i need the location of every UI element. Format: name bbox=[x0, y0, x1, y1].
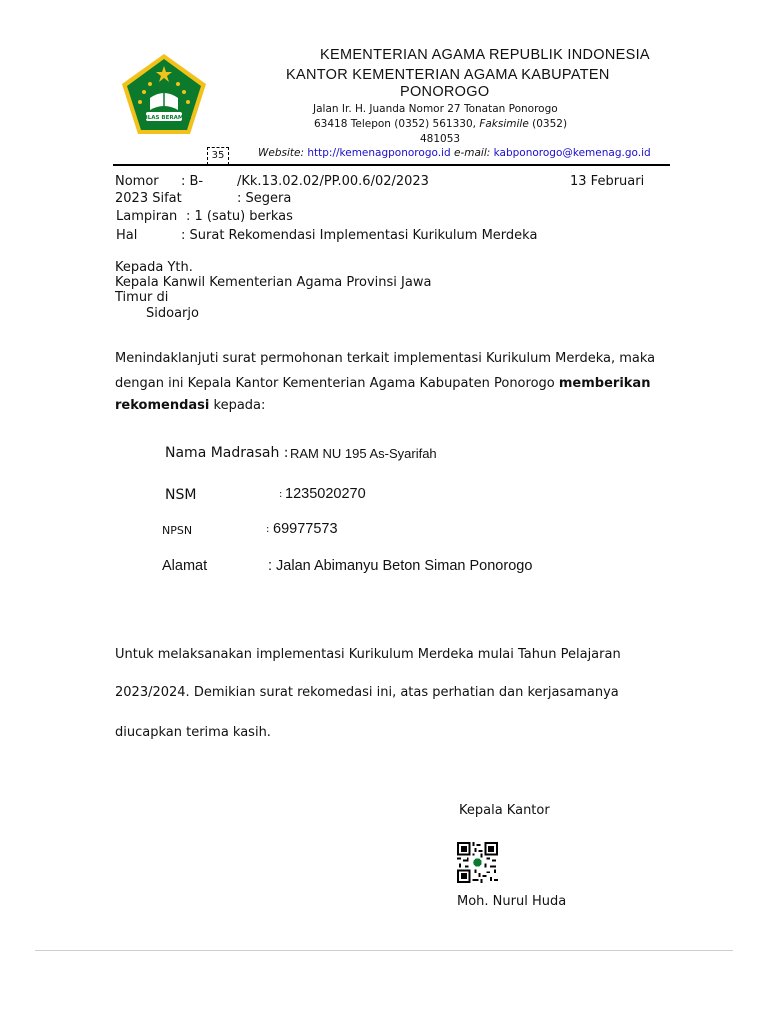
nsm-sep: : bbox=[279, 489, 283, 500]
signature-title: Kepala Kantor bbox=[459, 803, 550, 818]
alamat-value: : Jalan Abimanyu Beton Siman Ponorogo bbox=[268, 558, 533, 574]
stamp-box bbox=[207, 147, 229, 165]
body-p1-line3 bbox=[115, 398, 265, 413]
nsm-value: 1235020270 bbox=[285, 486, 366, 502]
body-p1-line2-bold: memberikan bbox=[558, 376, 651, 391]
letter-date: 13 Februari bbox=[570, 174, 645, 189]
nama-label: Nama Madrasah : bbox=[165, 445, 289, 461]
nomor-label: Nomor bbox=[115, 174, 159, 189]
body-p1-line1: Menindaklanjuti surat permohonan terkait implementasi Kurikulum Merdeka, maka bbox=[115, 351, 656, 366]
npsn-label: NPSN bbox=[162, 524, 193, 537]
address-fax-label: Faksimile bbox=[479, 118, 529, 130]
closing-line1: Untuk melaksanakan implementasi Kurikulum Merdeka mulai Tahun Pelajaran bbox=[115, 647, 621, 662]
body-p1-line3-bold: rekomendasi bbox=[115, 398, 210, 413]
header-address3: 481053 bbox=[420, 133, 461, 145]
nomor-sep: : B- bbox=[181, 174, 204, 189]
header-contact bbox=[258, 147, 651, 159]
header-address2 bbox=[314, 118, 567, 130]
recipient-line2: Kepala Kanwil Kementerian Agama Provinsi Jawa bbox=[115, 275, 432, 290]
stamp-number: 35 bbox=[211, 150, 225, 161]
closing-line2: 2023/2024. Demikian surat rekomedasi ini, atas perhatian dan kerjasamanya bbox=[115, 685, 619, 700]
recipient-line1: Kepada Yth. bbox=[115, 260, 193, 275]
header-line2: KANTOR KEMENTERIAN AGAMA KABUPATEN bbox=[286, 67, 610, 83]
website-link[interactable]: http://kemenagponorogo.id bbox=[307, 147, 451, 159]
logo-ribbon-text: IKHLAS BERAMAL bbox=[136, 115, 192, 121]
nama-value: RAM NU 195 As-Syarifah bbox=[290, 446, 437, 461]
npsn-sep: : bbox=[266, 524, 270, 535]
nomor-value: /Kk.13.02.02/PP.00.6/02/2023 bbox=[237, 174, 429, 189]
address-phone: 63418 Telepon (0352) 561330, bbox=[314, 118, 476, 130]
address-fax: (0352) bbox=[532, 118, 568, 130]
nsm-label: NSM bbox=[165, 487, 197, 503]
signature-name: Moh. Nurul Huda bbox=[457, 894, 567, 909]
page-footer-divider bbox=[35, 950, 733, 951]
alamat-label: Alamat bbox=[162, 558, 208, 574]
email-link[interactable]: kabponorogo@kemenag.go.id bbox=[493, 147, 651, 159]
header-line3: PONOROGO bbox=[400, 84, 490, 100]
year-sifat: 2023 Sifat bbox=[115, 191, 182, 206]
body-p1-line2-plain: dengan ini Kepala Kantor Kementerian Agama Kabupaten Ponorogo bbox=[115, 376, 555, 391]
website-label: Website: bbox=[258, 147, 305, 159]
email-label: e-mail: bbox=[453, 147, 491, 159]
hal-label: Hal bbox=[116, 228, 138, 243]
closing-line3: diucapkan terima kasih. bbox=[115, 725, 271, 740]
lampiran-label: Lampiran bbox=[116, 209, 178, 224]
lampiran-value: : 1 (satu) berkas bbox=[186, 209, 293, 224]
header-line1: KEMENTERIAN AGAMA REPUBLIK INDONESIA bbox=[320, 47, 650, 63]
body-p1-line2 bbox=[115, 376, 650, 391]
body-p1-line3-plain: kepada: bbox=[213, 398, 266, 413]
recipient-line3: Timur di bbox=[115, 290, 169, 305]
npsn-value: 69977573 bbox=[273, 521, 338, 537]
header-address1: Jalan Ir. H. Juanda Nomor 27 Tonatan Ponorogo bbox=[313, 103, 558, 115]
header-divider bbox=[113, 164, 670, 166]
sifat-value: : Segera bbox=[237, 191, 292, 206]
kemenag-logo bbox=[120, 52, 208, 136]
recipient-line4: Sidoarjo bbox=[146, 306, 199, 321]
hal-value: : Surat Rekomendasi Implementasi Kurikulum Merdeka bbox=[181, 228, 538, 243]
qr-code-icon bbox=[457, 842, 498, 883]
